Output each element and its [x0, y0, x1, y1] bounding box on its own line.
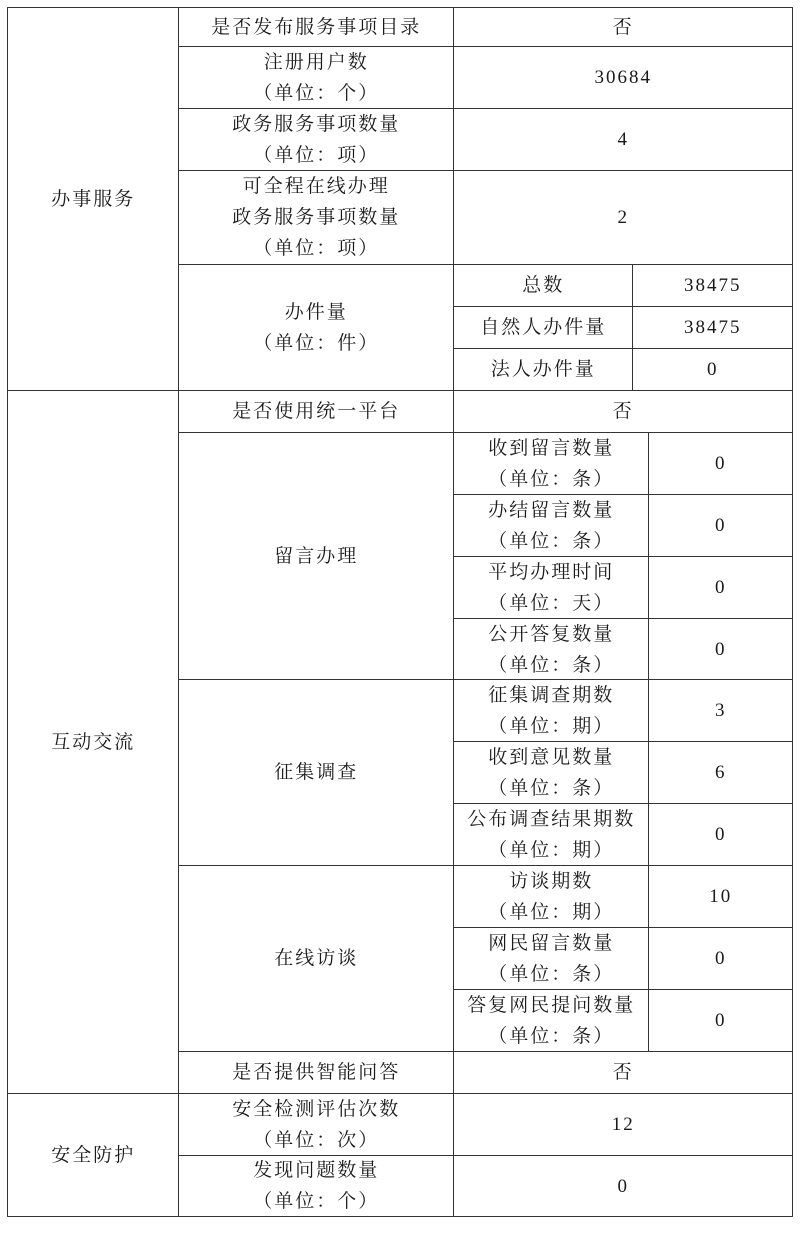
value: 0 — [715, 948, 727, 970]
unit: （单位：条） — [488, 468, 615, 490]
label: 注册用户数 — [263, 51, 369, 73]
value: 6 — [715, 762, 727, 784]
section-label: 办事服务 — [51, 188, 136, 210]
sub-label — [453, 618, 649, 681]
label: 收到留言数量 — [488, 437, 615, 459]
sub-value — [648, 927, 793, 990]
group-survey — [178, 679, 454, 866]
label: 发现问题数量 — [253, 1160, 380, 1182]
row-value — [453, 7, 793, 47]
value: 否 — [612, 401, 634, 423]
label: 办件量 — [284, 301, 348, 323]
row-value — [453, 46, 793, 109]
unit: （单位：项） — [253, 144, 380, 166]
row-label — [178, 1093, 454, 1156]
sub-value — [648, 803, 793, 866]
unit: （单位：期） — [488, 901, 615, 923]
unit: （单位：个） — [253, 1191, 380, 1213]
value: 4 — [617, 129, 629, 151]
label: 政务服务事项数量 — [232, 113, 401, 135]
sub-value — [648, 679, 793, 742]
value: 2 — [617, 207, 629, 229]
row-label — [178, 7, 454, 47]
value: 38475 — [684, 275, 742, 297]
sub-label — [453, 264, 633, 307]
unit: （单位：条） — [488, 1025, 615, 1047]
sub-label — [453, 741, 649, 804]
value: 0 — [715, 824, 727, 846]
section-service — [7, 7, 179, 391]
unit: （单位：期） — [488, 839, 615, 861]
sub-label — [453, 432, 649, 495]
sub-value — [632, 306, 793, 349]
row-value — [453, 1093, 793, 1156]
label: 在线访谈 — [274, 948, 359, 970]
value: 12 — [611, 1114, 635, 1136]
row-label — [178, 1051, 454, 1094]
unit: （单位：期） — [488, 715, 615, 737]
section-label: 安全防护 — [51, 1144, 136, 1166]
value: 0 — [715, 453, 727, 475]
unit: （单位：项） — [253, 238, 380, 260]
sub-label — [453, 803, 649, 866]
label: 是否提供智能问答 — [232, 1062, 401, 1084]
label: 安全检测评估次数 — [232, 1098, 401, 1120]
label: 自然人办件量 — [480, 317, 607, 339]
label: 网民留言数量 — [488, 932, 615, 954]
group-interview — [178, 865, 454, 1052]
label: 访谈期数 — [509, 870, 594, 892]
sub-value — [648, 741, 793, 804]
label: 公布调查结果期数 — [467, 808, 636, 830]
sub-value — [648, 494, 793, 557]
unit: （单位：条） — [488, 654, 615, 676]
sub-label — [453, 927, 649, 990]
value: 38475 — [684, 317, 742, 339]
section-label: 互动交流 — [51, 731, 136, 753]
row-label — [178, 264, 454, 391]
label: 公开答复数量 — [488, 623, 615, 645]
row-label — [178, 1155, 454, 1217]
sub-value — [648, 989, 793, 1052]
row-value — [453, 1155, 793, 1217]
label: 政务服务事项数量 — [232, 207, 401, 229]
label: 是否使用统一平台 — [232, 401, 401, 423]
sub-label — [453, 556, 649, 619]
row-value — [453, 1051, 793, 1094]
unit: （单位：条） — [488, 530, 615, 552]
section-security — [7, 1093, 179, 1217]
label: 法人办件量 — [490, 359, 596, 381]
value: 0 — [715, 1010, 727, 1032]
group-messages — [178, 432, 454, 680]
label: 征集调查期数 — [488, 684, 615, 706]
sub-value — [632, 348, 793, 391]
row-label — [178, 108, 454, 171]
value: 0 — [715, 577, 727, 599]
unit: （单位：次） — [253, 1129, 380, 1151]
label: 答复网民提问数量 — [467, 994, 636, 1016]
value: 0 — [707, 359, 719, 381]
value: 0 — [715, 639, 727, 661]
sub-label — [453, 679, 649, 742]
sub-label — [453, 989, 649, 1052]
row-label — [178, 390, 454, 433]
value: 0 — [617, 1175, 629, 1197]
label: 办结留言数量 — [488, 499, 615, 521]
label: 留言办理 — [274, 545, 359, 567]
sub-value — [648, 432, 793, 495]
value: 否 — [612, 16, 634, 38]
label: 是否发布服务事项目录 — [211, 16, 422, 38]
label: 可全程在线办理 — [242, 176, 390, 198]
label: 收到意见数量 — [488, 746, 615, 768]
sub-label — [453, 865, 649, 928]
row-value — [453, 390, 793, 433]
sub-label — [453, 306, 633, 349]
value: 否 — [612, 1062, 634, 1084]
unit: （单位：条） — [488, 777, 615, 799]
sub-label — [453, 494, 649, 557]
value: 10 — [709, 886, 733, 908]
label: 平均办理时间 — [488, 561, 615, 583]
section-interaction — [7, 390, 179, 1094]
sub-value — [648, 556, 793, 619]
unit: （单位：天） — [488, 592, 615, 614]
value: 0 — [715, 515, 727, 537]
value: 3 — [715, 700, 727, 722]
row-value — [453, 170, 793, 265]
value: 30684 — [594, 67, 652, 89]
unit: （单位：个） — [253, 82, 380, 104]
row-label — [178, 46, 454, 109]
label: 总数 — [522, 275, 565, 297]
unit: （单位：条） — [488, 963, 615, 985]
sub-value — [632, 264, 793, 307]
sub-value — [648, 618, 793, 681]
label: 征集调查 — [274, 762, 359, 784]
row-label — [178, 170, 454, 265]
sub-label — [453, 348, 633, 391]
unit: （单位：件） — [253, 332, 380, 354]
row-value — [453, 108, 793, 171]
sub-value — [648, 865, 793, 928]
